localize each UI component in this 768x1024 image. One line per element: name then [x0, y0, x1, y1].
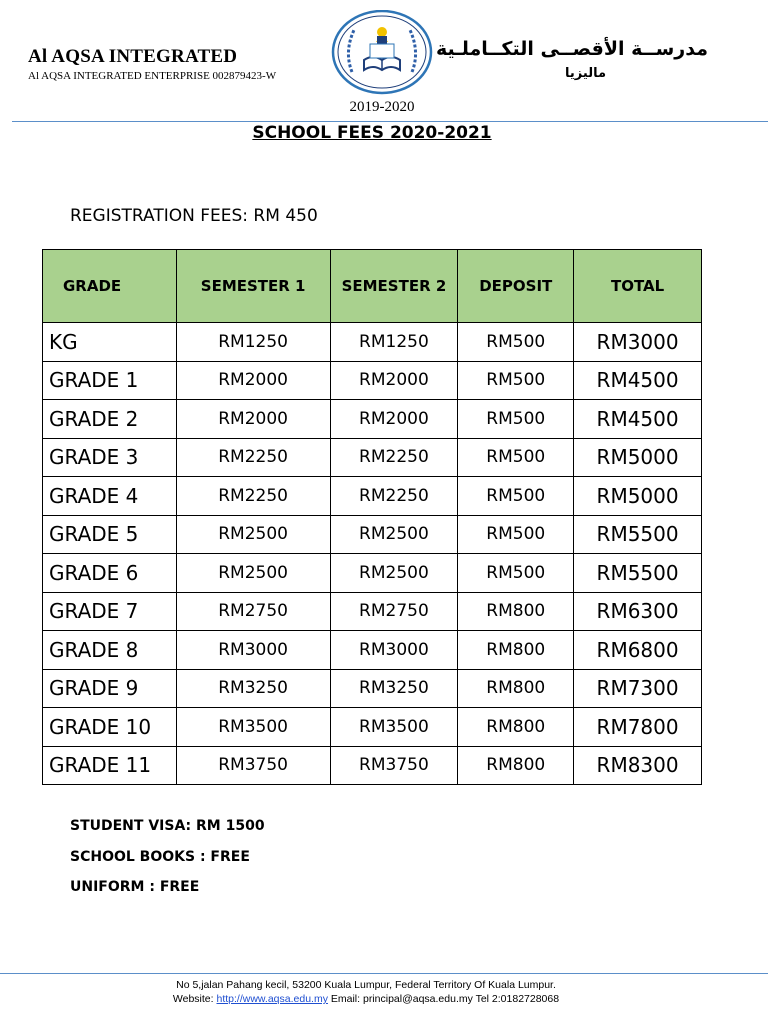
semester-2-cell: RM2500 — [330, 515, 458, 554]
semester-2-cell: RM3250 — [330, 669, 458, 708]
student-visa-note: STUDENT VISA: RM 1500 — [70, 818, 265, 834]
table-row — [43, 400, 702, 439]
footer-address: No 5,jalan Pahang kecil, 53200 Kuala Lumpur, Federal Territory Of Kuala Lumpur. — [176, 979, 556, 991]
semester-1-cell: RM2250 — [176, 438, 330, 477]
table-row — [43, 554, 702, 593]
table-row — [43, 477, 702, 516]
contact-info: Email: principal@aqsa.edu.my Tel 2:0182728068 — [327, 993, 560, 1005]
fees-table — [42, 249, 702, 785]
semester-1-cell: RM2500 — [176, 554, 330, 593]
table-header-row — [43, 250, 702, 323]
table-row — [43, 438, 702, 477]
logo-year: 2019-2020 — [349, 99, 415, 115]
fee-notes — [70, 815, 265, 907]
table-row — [43, 631, 702, 670]
total-cell: RM6800 — [574, 631, 702, 670]
enterprise-registration: Al AQSA INTEGRATED ENTERPRISE 002879423-W — [28, 70, 277, 82]
semester-2-cell: RM2750 — [330, 592, 458, 631]
arabic-country: ماليزيا — [565, 66, 606, 81]
total-cell: RM5000 — [574, 438, 702, 477]
semester-2-cell: RM2250 — [330, 477, 458, 516]
website-link[interactable]: http://www.aqsa.edu.my — [216, 993, 328, 1005]
grade-cell: GRADE 1 — [43, 361, 177, 400]
deposit-cell: RM500 — [458, 554, 574, 593]
deposit-cell: RM800 — [458, 669, 574, 708]
total-cell: RM3000 — [574, 323, 702, 362]
semester-1-cell: RM3000 — [176, 631, 330, 670]
total-cell: RM7300 — [574, 669, 702, 708]
total-cell: RM5500 — [574, 515, 702, 554]
grade-cell: GRADE 10 — [43, 708, 177, 747]
table-row — [43, 746, 702, 785]
semester-1-cell: RM2500 — [176, 515, 330, 554]
semester-2-cell: RM2500 — [330, 554, 458, 593]
total-cell: RM4500 — [574, 361, 702, 400]
total-cell: RM5500 — [574, 554, 702, 593]
grade-cell: GRADE 11 — [43, 746, 177, 785]
table-row — [43, 323, 702, 362]
page-title: SCHOOL FEES 2020-2021 — [252, 123, 492, 143]
total-cell: RM4500 — [574, 400, 702, 439]
deposit-cell: RM500 — [458, 361, 574, 400]
deposit-cell: RM800 — [458, 708, 574, 747]
grade-cell: GRADE 9 — [43, 669, 177, 708]
header-divider — [12, 121, 768, 122]
footer-contact-line — [0, 992, 732, 1006]
semester-2-cell: RM3500 — [330, 708, 458, 747]
semester-2-cell: RM1250 — [330, 323, 458, 362]
semester-2-cell: RM2000 — [330, 400, 458, 439]
semester-2-cell: RM2000 — [330, 361, 458, 400]
total-cell: RM8300 — [574, 746, 702, 785]
deposit-cell: RM500 — [458, 515, 574, 554]
header-grade: GRADE — [43, 250, 177, 323]
grade-cell: GRADE 5 — [43, 515, 177, 554]
grade-cell: GRADE 4 — [43, 477, 177, 516]
table-row — [43, 708, 702, 747]
semester-1-cell: RM1250 — [176, 323, 330, 362]
semester-2-cell: RM2250 — [330, 438, 458, 477]
deposit-cell: RM500 — [458, 400, 574, 439]
deposit-cell: RM800 — [458, 746, 574, 785]
school-logo — [330, 10, 434, 98]
grade-cell: GRADE 8 — [43, 631, 177, 670]
semester-2-cell: RM3750 — [330, 746, 458, 785]
deposit-cell: RM500 — [458, 477, 574, 516]
semester-2-cell: RM3000 — [330, 631, 458, 670]
grade-cell: GRADE 7 — [43, 592, 177, 631]
semester-1-cell: RM3500 — [176, 708, 330, 747]
deposit-cell: RM500 — [458, 438, 574, 477]
total-cell: RM7800 — [574, 708, 702, 747]
grade-cell: GRADE 2 — [43, 400, 177, 439]
table-row — [43, 515, 702, 554]
grade-cell: GRADE 6 — [43, 554, 177, 593]
arabic-school-name: مدرســة الأقصــى التكــاملـية — [435, 38, 708, 60]
header-semester-2: SEMESTER 2 — [330, 250, 458, 323]
website-label: Website: — [172, 993, 217, 1005]
school-books-note: SCHOOL BOOKS : FREE — [70, 848, 250, 865]
header-semester-1: SEMESTER 1 — [176, 250, 330, 323]
footer — [0, 978, 732, 1006]
semester-1-cell: RM2250 — [176, 477, 330, 516]
school-name: Al AQSA INTEGRATED — [28, 46, 238, 67]
table-row — [43, 592, 702, 631]
deposit-cell: RM800 — [458, 631, 574, 670]
deposit-cell: RM500 — [458, 323, 574, 362]
table-row — [43, 669, 702, 708]
grade-cell: GRADE 3 — [43, 438, 177, 477]
semester-1-cell: RM3750 — [176, 746, 330, 785]
semester-1-cell: RM2750 — [176, 592, 330, 631]
grade-cell: KG — [43, 323, 177, 362]
total-cell: RM5000 — [574, 477, 702, 516]
table-row — [43, 361, 702, 400]
semester-1-cell: RM2000 — [176, 361, 330, 400]
registration-fees: REGISTRATION FEES: RM 450 — [70, 206, 318, 226]
footer-divider — [0, 973, 768, 974]
semester-1-cell: RM2000 — [176, 400, 330, 439]
total-cell: RM6300 — [574, 592, 702, 631]
header-deposit: DEPOSIT — [458, 250, 574, 323]
semester-1-cell: RM3250 — [176, 669, 330, 708]
uniform-note: UNIFORM : FREE — [70, 879, 200, 895]
deposit-cell: RM800 — [458, 592, 574, 631]
header-total: TOTAL — [574, 250, 702, 323]
